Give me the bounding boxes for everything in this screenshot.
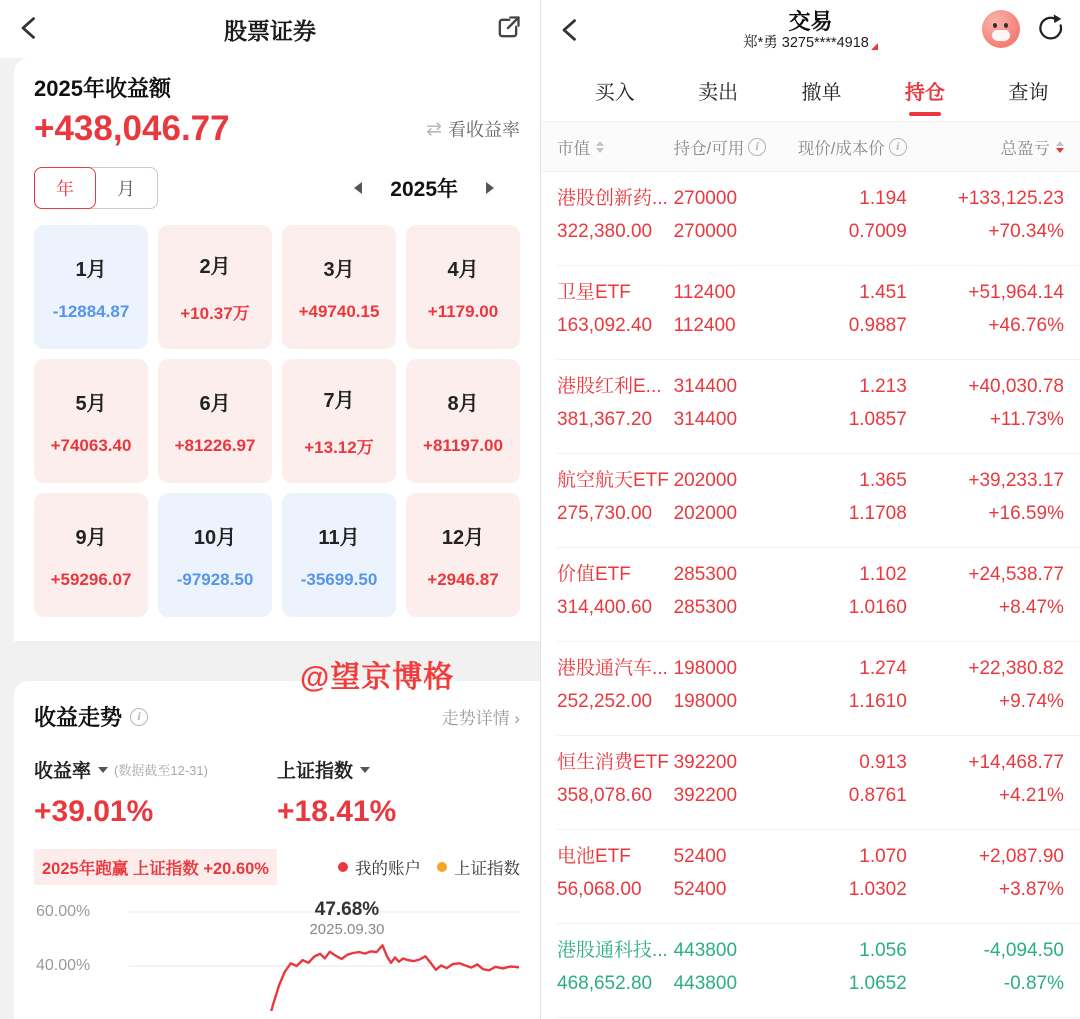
holding-row[interactable] [541, 172, 1080, 266]
info-icon: i [889, 138, 907, 156]
pnl: +2,087.90 [978, 846, 1064, 867]
holding-cell-price [775, 845, 907, 924]
holding-row[interactable] [541, 736, 1080, 830]
back-icon[interactable] [557, 16, 585, 44]
tab-positions[interactable] [873, 60, 976, 121]
price: 1.274 [859, 658, 907, 679]
name: 电池ETF [557, 846, 631, 867]
holding-row[interactable] [541, 454, 1080, 548]
back-icon[interactable] [16, 14, 44, 42]
market_value: 468,652.80 [557, 973, 653, 994]
price: 1.070 [859, 846, 907, 867]
holding-cell-position [674, 939, 775, 1018]
holding-cell-name [557, 469, 674, 548]
position: 270000 [673, 188, 738, 209]
index-rate-value: +18.41% [277, 795, 397, 828]
index-label[interactable]: 上证指数 [277, 756, 370, 783]
month-cell[interactable] [34, 225, 148, 349]
month-cell[interactable] [282, 493, 396, 617]
holding-cell-price [775, 375, 907, 454]
name: 港股通科技... [557, 940, 668, 961]
sort-icon [596, 141, 604, 153]
holding-cell-price [775, 469, 907, 548]
month-label: 2月 [199, 256, 231, 278]
holding-row[interactable] [541, 830, 1080, 924]
earnings-label: 2025年收益额 [34, 76, 171, 101]
pnl: +39,233.17 [968, 470, 1064, 491]
assistant-avatar-icon[interactable] [982, 10, 1020, 48]
available: 52400 [673, 879, 727, 900]
legend-dot-icon [338, 862, 348, 872]
available: 392200 [673, 785, 738, 806]
y-tick: 40.00% [36, 957, 91, 974]
cost: 0.7009 [848, 221, 907, 242]
legend-item [437, 855, 520, 879]
refresh-icon[interactable] [1036, 13, 1066, 43]
trend-chart [34, 899, 520, 1011]
holding-cell-name [557, 939, 674, 1018]
swap-icon: ⇄ [426, 118, 442, 140]
account-selector[interactable] [743, 35, 878, 52]
holding-cell-name [557, 657, 674, 736]
pnl_pct: +70.34% [988, 221, 1064, 242]
price: 0.913 [859, 752, 907, 773]
info-icon: i [748, 138, 766, 156]
holding-row[interactable] [541, 642, 1080, 736]
position: 202000 [673, 470, 738, 491]
holding-cell-pnl [907, 751, 1064, 830]
holding-cell-price [775, 939, 907, 1018]
pnl: +22,380.82 [968, 658, 1064, 679]
name: 恒生消费ETF [557, 752, 669, 773]
month-value: +2946.87 [427, 569, 499, 589]
pnl: +51,964.14 [968, 282, 1064, 303]
market_value: 381,367.20 [557, 409, 653, 430]
holding-row[interactable] [541, 360, 1080, 454]
cost: 1.0652 [848, 973, 907, 994]
legend-item [338, 855, 421, 879]
pnl_pct: -0.87% [1003, 973, 1064, 994]
year-value: 2025年 [390, 178, 458, 201]
holding-cell-pnl [907, 187, 1064, 266]
month-label: 11月 [318, 526, 360, 549]
month-label: 3月 [323, 258, 355, 281]
month-value: +1179.00 [427, 301, 499, 321]
price: 1.102 [859, 564, 907, 585]
holding-cell-price [775, 751, 907, 830]
view-rate-toggle[interactable] [426, 116, 520, 142]
peak-date: 2025.09.30 [309, 921, 385, 938]
position: 198000 [673, 658, 738, 679]
month-cell[interactable] [406, 493, 520, 617]
cost: 1.1708 [848, 503, 907, 524]
next-year-icon[interactable] [486, 182, 494, 194]
name: 港股创新药... [557, 188, 668, 209]
month-label: 4月 [447, 258, 479, 281]
market_value: 56,068.00 [557, 879, 642, 900]
table-header [541, 122, 1080, 172]
price: 1.451 [859, 282, 907, 303]
holding-cell-position [674, 281, 775, 360]
month-cell[interactable] [158, 359, 272, 483]
month-label: 1月 [75, 258, 107, 281]
holding-cell-position [674, 845, 775, 924]
pnl: +133,125.23 [957, 188, 1064, 209]
period-month-button[interactable]: 月 [117, 179, 135, 199]
tab-query[interactable] [977, 60, 1080, 121]
month-value: +74063.40 [50, 435, 132, 455]
price: 1.194 [859, 188, 907, 209]
watermark: @望京博格 [300, 661, 455, 694]
name: 航空航天ETF [557, 470, 669, 491]
my-rate-label[interactable]: 收益率 (数据截至12-31) [34, 761, 208, 782]
holding-cell-name [557, 751, 674, 830]
available: 202000 [673, 503, 738, 524]
pnl_pct: +46.76% [988, 315, 1064, 336]
account-number: 郑*勇 3275****4918 [743, 35, 869, 52]
holding-cell-name [557, 845, 674, 924]
available: 270000 [673, 221, 738, 242]
available: 285300 [673, 597, 738, 618]
month-cell[interactable] [282, 225, 396, 349]
name: 港股通汽车... [557, 658, 668, 679]
cost: 1.0857 [848, 409, 907, 430]
trend-card [14, 681, 540, 1019]
holding-cell-position [674, 375, 775, 454]
earnings-amount: +438,046.77 [34, 109, 230, 148]
month-value: +59296.07 [50, 569, 132, 589]
price: 1.056 [859, 940, 907, 961]
tab-cancel[interactable] [770, 60, 873, 121]
peak-value: 47.68% [314, 899, 380, 920]
month-label: 6月 [199, 392, 231, 415]
holding-cell-pnl [907, 563, 1064, 642]
market_value: 358,078.60 [557, 785, 653, 806]
pnl_pct: +16.59% [988, 503, 1064, 524]
month-value: -97928.50 [176, 569, 254, 589]
pnl: +40,030.78 [968, 376, 1064, 397]
holding-cell-position [674, 187, 775, 266]
month-grid [34, 225, 520, 617]
pnl_pct: +3.87% [998, 879, 1064, 900]
cost: 0.9887 [848, 315, 907, 336]
left-header [0, 0, 540, 58]
my-rate-value: +39.01% [34, 795, 154, 828]
market_value: 275,730.00 [557, 503, 653, 524]
holding-cell-name [557, 281, 674, 360]
holding-cell-pnl [907, 657, 1064, 736]
tab-label: 查询 [1008, 82, 1049, 104]
share-icon[interactable] [494, 14, 522, 42]
holdings-list [541, 172, 1080, 1019]
col-total-pnl[interactable]: 总盈亏 [907, 135, 1064, 159]
holding-cell-price [775, 563, 907, 642]
prev-year-icon[interactable] [354, 182, 362, 194]
trade-title: 交易 [788, 9, 833, 35]
name: 价值ETF [557, 564, 631, 585]
holding-row[interactable] [541, 266, 1080, 360]
pnl: +14,468.77 [968, 752, 1064, 773]
holding-cell-price [775, 281, 907, 360]
y-tick: 60.00% [36, 903, 91, 920]
month-label: 9月 [75, 526, 107, 549]
data-note: (数据截至12-31) [114, 763, 208, 778]
index-rate-block [277, 756, 520, 829]
month-label: 5月 [75, 392, 107, 415]
my-account-line [267, 945, 519, 1011]
my-rate-block [34, 756, 277, 829]
market_value: 322,380.00 [557, 221, 653, 242]
col-market-value[interactable]: 市值 [557, 135, 674, 159]
trade-panel [540, 0, 1080, 1019]
cost: 1.1610 [848, 691, 907, 712]
legend-label: 上证指数 [454, 860, 520, 878]
month-label: 10月 [193, 526, 237, 549]
cost: 1.0160 [848, 597, 907, 618]
month-value: +81226.97 [174, 435, 256, 455]
view-rate-label: 看收益率 [448, 120, 520, 140]
position: 52400 [673, 846, 727, 867]
trend-title: 收益走势 i [34, 701, 148, 732]
page-title: 股票证券 [224, 17, 316, 44]
outperform-badge: 2025年跑赢 上证指数 +20.60% [34, 849, 277, 885]
year-selector [354, 173, 520, 203]
tab-sell[interactable] [666, 60, 769, 121]
position: 314400 [673, 376, 738, 397]
holding-row[interactable] [541, 548, 1080, 642]
position: 285300 [673, 564, 738, 585]
position: 392200 [673, 752, 738, 773]
holding-cell-pnl [907, 845, 1064, 924]
holding-cell-pnl [907, 281, 1064, 360]
cost: 1.0302 [848, 879, 907, 900]
market_value: 163,092.40 [557, 315, 653, 336]
chevron-down-icon [98, 767, 108, 773]
month-label: 8月 [447, 392, 479, 415]
month-cell[interactable] [158, 225, 272, 349]
tab-label: 撤单 [801, 82, 842, 104]
chevron-down-icon [360, 767, 370, 773]
col-position-available[interactable]: 持仓/可用 i [674, 135, 775, 159]
month-value: +10.37万 [180, 304, 250, 323]
account-flag-icon [871, 43, 878, 50]
month-label: 12月 [441, 526, 485, 549]
month-value: +49740.15 [298, 301, 380, 321]
holding-cell-position [674, 563, 775, 642]
holding-cell-pnl [907, 939, 1064, 1018]
month-label: 7月 [323, 390, 355, 412]
holding-cell-name [557, 187, 674, 266]
price: 1.213 [859, 376, 907, 397]
available: 198000 [673, 691, 738, 712]
holding-cell-position [674, 751, 775, 830]
month-value: +81197.00 [423, 435, 503, 455]
month-cell[interactable] [406, 225, 520, 349]
position: 443800 [673, 940, 738, 961]
market_value: 314,400.60 [557, 597, 653, 618]
pnl: +24,538.77 [968, 564, 1064, 585]
sort-icon-active [1056, 141, 1064, 153]
price: 1.365 [859, 470, 907, 491]
info-icon[interactable]: i [130, 708, 148, 726]
period-segment [34, 167, 158, 209]
holding-cell-price [775, 657, 907, 736]
active-tab-underline [909, 112, 941, 116]
position: 112400 [673, 282, 736, 303]
pnl: -4,094.50 [983, 940, 1064, 961]
holding-row[interactable] [541, 924, 1080, 1018]
tab-label: 持仓 [904, 82, 945, 104]
trend-detail-link[interactable]: 走势详情 › [441, 709, 520, 728]
trade-tabs [541, 60, 1080, 122]
period-year-button[interactable]: 年 [34, 167, 96, 209]
pnl_pct: +8.47% [998, 597, 1064, 618]
col-price-cost[interactable]: 现价/成本价 i [775, 135, 907, 159]
holding-cell-name [557, 563, 674, 642]
legend-dot-icon [437, 862, 447, 872]
holding-cell-position [674, 657, 775, 736]
holding-cell-price [775, 187, 907, 266]
month-cell[interactable] [34, 493, 148, 617]
right-header [541, 0, 1080, 60]
market_value: 252,252.00 [557, 691, 653, 712]
legend-label: 我的账户 [355, 860, 421, 878]
pnl_pct: +9.74% [998, 691, 1064, 712]
month-value: -12884.87 [52, 301, 130, 321]
available: 443800 [673, 973, 738, 994]
tab-buy[interactable] [563, 60, 666, 121]
peak-annotation [277, 899, 417, 938]
available: 314400 [673, 409, 738, 430]
available: 112400 [673, 315, 736, 336]
name: 港股红利E... [557, 376, 662, 397]
tab-label: 卖出 [698, 82, 739, 104]
month-value: -35699.50 [300, 569, 378, 589]
earnings-card [14, 58, 540, 641]
month-cell[interactable] [406, 359, 520, 483]
holding-cell-position [674, 469, 775, 548]
tab-label: 买入 [594, 82, 635, 104]
pnl_pct: +4.21% [998, 785, 1064, 806]
cost: 0.8761 [848, 785, 907, 806]
holding-cell-pnl [907, 375, 1064, 454]
holding-cell-name [557, 375, 674, 454]
name: 卫星ETF [557, 282, 631, 303]
chart-legend [338, 855, 520, 879]
month-value: +13.12万 [304, 438, 374, 457]
month-cell[interactable] [282, 359, 396, 483]
month-cell[interactable] [158, 493, 272, 617]
month-cell[interactable] [34, 359, 148, 483]
pnl_pct: +11.73% [989, 409, 1064, 430]
holding-cell-pnl [907, 469, 1064, 548]
